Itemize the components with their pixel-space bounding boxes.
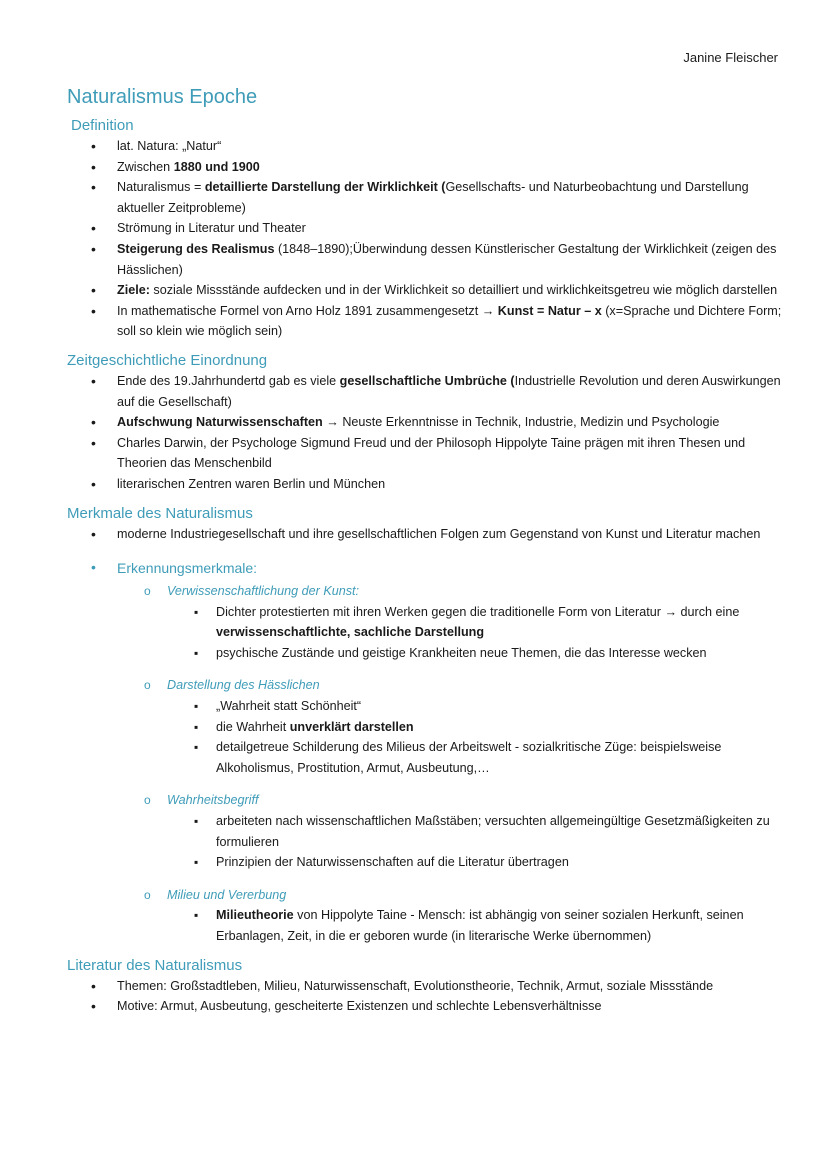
list-item: ▪ die Wahrheit unverklärt darstellen — [167, 717, 782, 738]
document-body — [67, 86, 782, 1017]
erkennungsmerkmale-label: • Erkennungsmerkmale: — [117, 560, 258, 577]
list-item: • literarischen Zentren waren Berlin und München — [67, 474, 782, 495]
merkmal-groups — [117, 581, 782, 947]
list-item: • Charles Darwin, der Psychologe Sigmund Freud und der Philosoph Hippolyte Taine prägen mit ihren Thesen und Theorien das Menschenbild — [67, 433, 782, 474]
list-item: ▪ Dichter protestierten mit ihren Werken gegen die traditionelle Form von Literatur → durch eine verwissenschaftlichte, sachliche Darstellung — [167, 602, 782, 643]
literatur-list — [67, 976, 782, 1017]
heading-definition: Definition — [71, 117, 134, 134]
group-label: o Wahrheitsbegriff — [167, 793, 259, 808]
list-item: • Strömung in Literatur und Theater — [67, 218, 782, 239]
list-item: • Zwischen 1880 und 1900 — [67, 157, 782, 178]
list-item: • Ziele: soziale Missstände aufdecken und in der Wirklichkeit so detailliert und wirklichkeitsgetreu wie möglich darstellen — [67, 280, 782, 301]
merkmale-list — [67, 524, 782, 947]
definition-list — [67, 136, 782, 342]
page-title: Naturalismus Epoche — [67, 86, 258, 108]
group-label: o Verwissenschaftlichung der Kunst: — [167, 584, 360, 599]
list-item: ▪ „Wahrheit statt Schönheit“ — [167, 696, 782, 717]
list-item: ▪ Milieutheorie von Hippolyte Taine - Mensch: ist abhängig von seiner sozialen Herkunft, seinen Erbanlagen, Zeit, in die er geboren wurde (in literarische Werke übernommen) — [167, 905, 782, 946]
list-item: ▪ arbeiteten nach wissenschaftlichen Maßstäben; versuchten allgemeingültige Gesetzmäßigkeiten zu formulieren — [167, 811, 782, 852]
list-item: • Naturalismus = detaillierte Darstellung der Wirklichkeit (Gesellschafts- und Naturbeobachtung und Darstellung aktueller Zeitprobleme) — [67, 177, 782, 218]
list-item: • Motive: Armut, Ausbeutung, gescheiterte Existenzen und schlechte Lebensverhältnisse — [67, 996, 782, 1017]
list-item: ▪ psychische Zustände und geistige Krankheiten neue Themen, die das Interesse wecken — [167, 643, 782, 664]
group-label: o Darstellung des Hässlichen — [167, 678, 320, 693]
group-label: o Milieu und Vererbung — [167, 887, 287, 902]
list-item: • Aufschwung Naturwissenschaften → Neuste Erkenntnisse in Technik, Industrie, Medizin und Psychologie — [67, 412, 782, 433]
list-item: • In mathematische Formel von Arno Holz 1891 zusammengesetzt → Kunst = Natur – x (x=Sprache und Dichtere Form; soll so klein wie möglich sein) — [67, 301, 782, 342]
list-item: • Themen: Großstadtleben, Milieu, Naturwissenschaft, Evolutionstheorie, Technik, Armut, soziale Missstände — [67, 976, 782, 997]
merkmal-group — [117, 885, 782, 947]
heading-merkmale: Merkmale des Naturalismus — [67, 504, 253, 522]
list-item: • moderne Industriegesellschaft und ihre gesellschaftlichen Folgen zum Gegenstand von Kunst und Literatur machen — [67, 524, 782, 545]
list-item: • lat. Natura: „Natur“ — [67, 136, 782, 157]
heading-literatur: Literatur des Naturalismus — [67, 956, 243, 974]
author-name: Janine Fleischer — [683, 50, 778, 65]
heading-zeitgeschichte: Zeitgeschichtliche Einordnung — [67, 351, 268, 369]
merkmal-group — [117, 675, 782, 778]
list-item: • Steigerung des Realismus (1848–1890);Überwindung dessen Künstlerischer Gestaltung der Wirklichkeit (zeigen des Hässlichen) — [67, 239, 782, 280]
list-item: ▪ detailgetreue Schilderung des Milieus der Arbeitswelt - sozialkritische Züge: beispielsweise Alkoholismus, Prostitution, Armut, Ausbeutung,… — [167, 737, 782, 778]
list-item-erkennungsmerkmale — [67, 557, 782, 947]
zeit-list — [67, 371, 782, 495]
merkmal-group — [117, 581, 782, 663]
merkmal-group — [117, 790, 782, 872]
list-item: • Ende des 19.Jahrhundertd gab es viele gesellschaftliche Umbrüche (Industrielle Revolution und deren Auswirkungen auf die Gesellschaft) — [67, 371, 782, 412]
list-item: ▪ Prinzipien der Naturwissenschaften auf die Literatur übertragen — [167, 852, 782, 873]
